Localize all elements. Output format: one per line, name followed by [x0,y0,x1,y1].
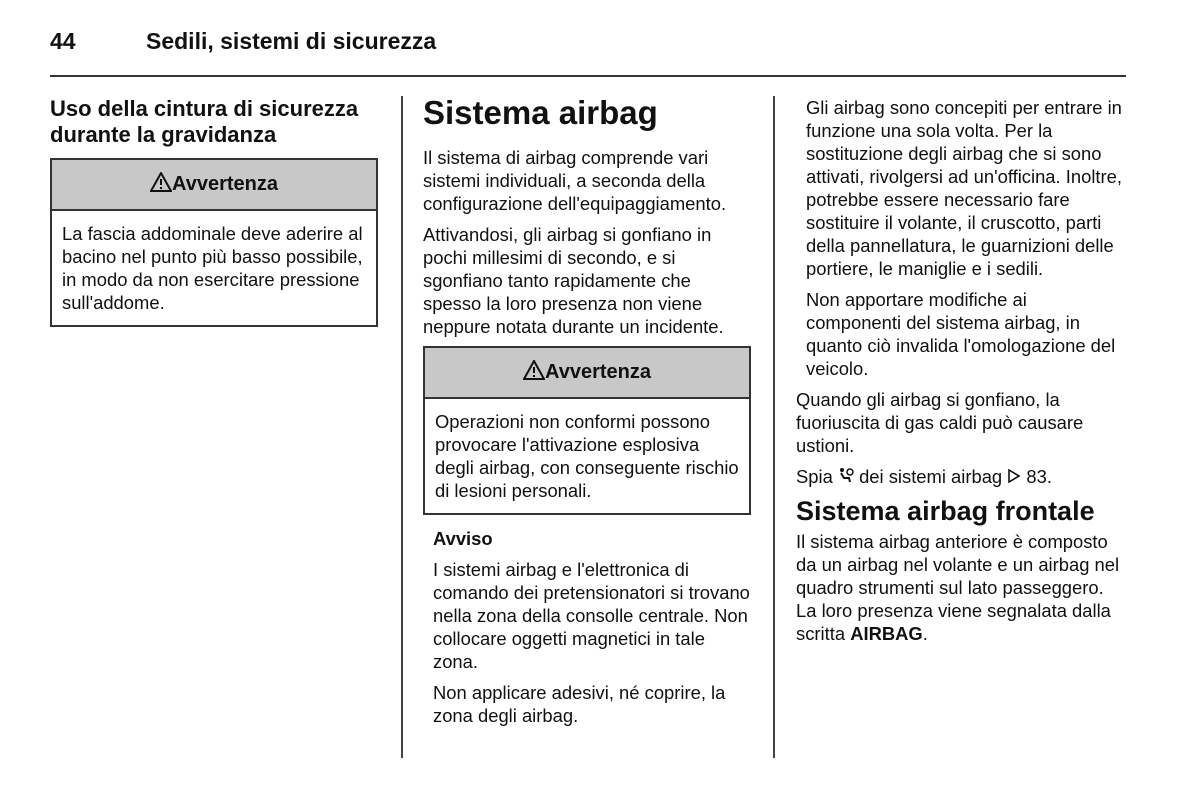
section-heading: Uso della cintura di sicurezza durante la gravidanza [50,96,359,147]
warning-box [50,158,378,327]
page-number: 44 [50,28,76,54]
section-title: Sedili, sistemi di sicurezza [146,28,437,54]
paragraph [796,530,1126,645]
warning-text: Operazioni non conformi possono provocare l'attivazione esplosiva degli airbag, con conseguente rischio di lesioni personali. [435,411,739,501]
warning-title: Avvertenza [545,361,651,383]
column-divider [773,96,775,758]
airbag-label: AIRBAG [850,623,923,644]
warning-triangle-icon [150,172,172,198]
page-header [50,28,436,55]
notice-paragraph: Non applicare adesivi, né coprire, la zona degli airbag. [433,682,726,726]
paragraph: Il sistema di airbag comprende vari sistemi individuali, a seconda della configurazione dell'equipaggiamento. [423,147,727,214]
paragraph: Attivandosi, gli airbag si gonfiano in pochi millesimi di secondo, e si sgonfiano tanto rapidamente che spesso la loro presenza non viene neppure notata durante un incidente. [423,224,724,337]
warning-box [423,346,751,515]
warning-header [52,160,376,211]
airbag-warning-light-icon [838,465,854,488]
notice-title: Avviso [433,528,493,549]
page-reference-arrow-icon [1007,465,1021,488]
paragraph-end: . [922,623,928,644]
section-heading: Sistema airbag frontale [796,496,1095,526]
paragraph-text: Il sistema airbag anteriore è composto da un airbag nel volante e un airbag nel quadro strumenti sul lato passeggero. La loro presenza viene segnalata dalla scritta [796,531,1120,644]
main-heading: Sistema airbag [423,94,658,131]
notice-block [423,527,751,727]
warning-title: Avvertenza [172,173,278,195]
column-2 [423,94,751,735]
paragraph: Gli airbag sono concepiti per entrare in funzione una sola volta. Per la sostituzione degli airbag che si sono attivati, rivolgersi ad un'officina. Inoltre, potrebbe essere necessario fare sostituire il volante, il cruscotto, parti della pannellatura, le guarnizioni delle portiere, le maniglie e i sedili. [806,97,1122,279]
column-3 [796,96,1126,653]
column-1 [50,96,378,339]
notice-paragraph: I sistemi airbag e l'elettronica di comando dei pretensionatori si trovano nella zona della consolle centrale. Non collocare oggetti magnetici in tale zona. [433,559,750,672]
spia-prefix: Spia [796,466,833,487]
column-divider [401,96,403,758]
spia-text: dei sistemi airbag [859,466,1003,487]
spia-page: 83. [1026,466,1052,487]
warning-text: La fascia addominale deve aderire al bacino nel punto più basso possibile, in modo da non esercitare pressione sull'addome. [62,223,363,313]
paragraph: Quando gli airbag si gonfiano, la fuoriuscita di gas caldi può causare ustioni. [796,389,1084,456]
warning-header [425,348,749,399]
spia-reference [796,465,1126,488]
header-rule [50,75,1126,77]
paragraph: Non apportare modifiche ai componenti del sistema airbag, in quanto ciò invalida l'omologazione del veicolo. [806,289,1116,379]
warning-triangle-icon [523,360,545,386]
